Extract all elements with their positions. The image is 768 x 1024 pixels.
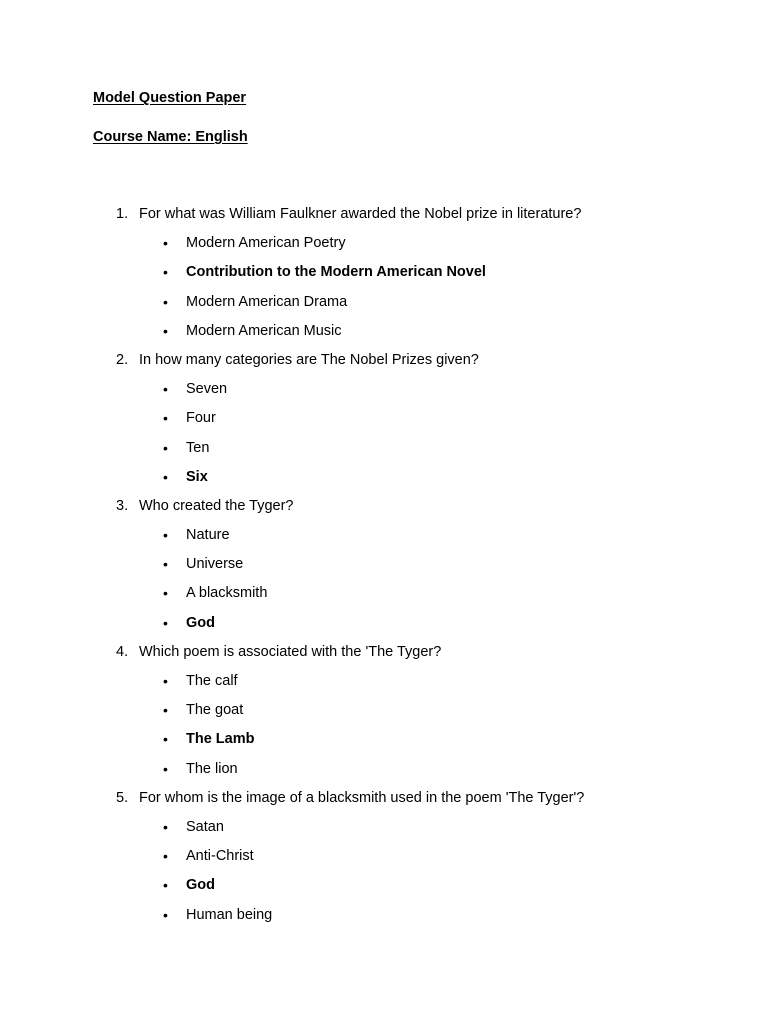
- option-text: God: [186, 614, 215, 631]
- option-text: The lion: [186, 760, 238, 777]
- question-list: [0, 202, 768, 932]
- question-number: 1.: [116, 206, 129, 222]
- option-list: [0, 669, 768, 786]
- page-title: Model Question Paper: [93, 90, 247, 106]
- bullet-icon: •: [163, 614, 168, 631]
- option-text: Modern American Poetry: [186, 235, 346, 252]
- bullet-icon: •: [163, 468, 168, 485]
- option-item: [0, 523, 768, 552]
- option-text: Ten: [186, 439, 210, 456]
- option-item: [0, 290, 768, 319]
- bullet-icon: •: [163, 527, 168, 544]
- option-list: [0, 377, 768, 494]
- bullet-icon: •: [163, 731, 168, 748]
- correct-option: [0, 727, 768, 756]
- option-item: [0, 231, 768, 260]
- question-row: [0, 494, 768, 523]
- question-text: In how many categories are The Nobel Prizes given?: [139, 351, 479, 368]
- option-item: [0, 406, 768, 435]
- option-text: The Lamb: [186, 731, 255, 748]
- question-text: For what was William Faulkner awarded the Nobel prize in literature?: [139, 206, 582, 222]
- option-text: Four: [186, 410, 216, 427]
- question-number: 3.: [116, 497, 129, 514]
- option-text: The calf: [186, 673, 238, 689]
- question-item: [0, 494, 768, 640]
- course-name: Course Name: English: [93, 129, 248, 145]
- option-text: God: [186, 877, 215, 894]
- question-number: 2.: [116, 351, 129, 368]
- option-text: Six: [186, 468, 208, 485]
- correct-option: [0, 260, 768, 289]
- option-item: [0, 319, 768, 348]
- bullet-icon: •: [163, 410, 168, 427]
- question-item: [0, 348, 768, 494]
- option-text: Modern American Music: [186, 322, 342, 339]
- question-item: [0, 786, 768, 932]
- option-item: [0, 698, 768, 727]
- question-row: [0, 202, 768, 231]
- question-number: 5.: [116, 789, 129, 806]
- option-list: [0, 231, 768, 348]
- option-item: [0, 815, 768, 844]
- option-text: Contribution to the Modern American Novel: [186, 264, 486, 281]
- option-list: [0, 523, 768, 640]
- bullet-icon: •: [163, 760, 168, 777]
- question-text: Which poem is associated with the 'The Tyger?: [139, 643, 442, 660]
- bullet-icon: •: [163, 556, 168, 573]
- option-item: [0, 669, 768, 698]
- bullet-icon: •: [163, 585, 168, 602]
- correct-option: [0, 873, 768, 902]
- bullet-icon: •: [163, 381, 168, 398]
- option-item: [0, 903, 768, 932]
- bullet-icon: •: [163, 877, 168, 894]
- bullet-icon: •: [163, 906, 168, 923]
- option-text: Universe: [186, 556, 244, 573]
- option-item: [0, 552, 768, 581]
- option-item: [0, 377, 768, 406]
- option-item: [0, 844, 768, 873]
- option-text: Anti-Christ: [186, 848, 254, 865]
- option-item: [0, 581, 768, 610]
- option-list: [0, 815, 768, 932]
- question-row: [0, 640, 768, 669]
- bullet-icon: •: [163, 818, 168, 835]
- option-text: Satan: [186, 818, 224, 835]
- bullet-icon: •: [163, 264, 168, 281]
- bullet-icon: •: [163, 848, 168, 865]
- option-text: The goat: [186, 702, 244, 719]
- bullet-icon: •: [163, 702, 168, 719]
- bullet-icon: •: [163, 322, 168, 339]
- question-number: 4.: [116, 643, 129, 660]
- question-row: [0, 348, 768, 377]
- bullet-icon: •: [163, 293, 168, 310]
- option-item: [0, 757, 768, 786]
- bullet-icon: •: [163, 673, 168, 689]
- question-text: For whom is the image of a blacksmith used in the poem 'The Tyger'?: [139, 789, 585, 806]
- option-item: [0, 436, 768, 465]
- option-text: Modern American Drama: [186, 293, 348, 310]
- question-item: [0, 640, 768, 786]
- bullet-icon: •: [163, 439, 168, 456]
- option-text: Human being: [186, 906, 273, 923]
- option-text: Nature: [186, 527, 230, 544]
- correct-option: [0, 611, 768, 640]
- question-item: [0, 202, 768, 348]
- question-text: Who created the Tyger?: [139, 497, 294, 514]
- option-text: A blacksmith: [186, 585, 268, 602]
- option-text: Seven: [186, 381, 228, 398]
- question-row: [0, 786, 768, 815]
- correct-option: [0, 465, 768, 494]
- bullet-icon: •: [163, 235, 168, 252]
